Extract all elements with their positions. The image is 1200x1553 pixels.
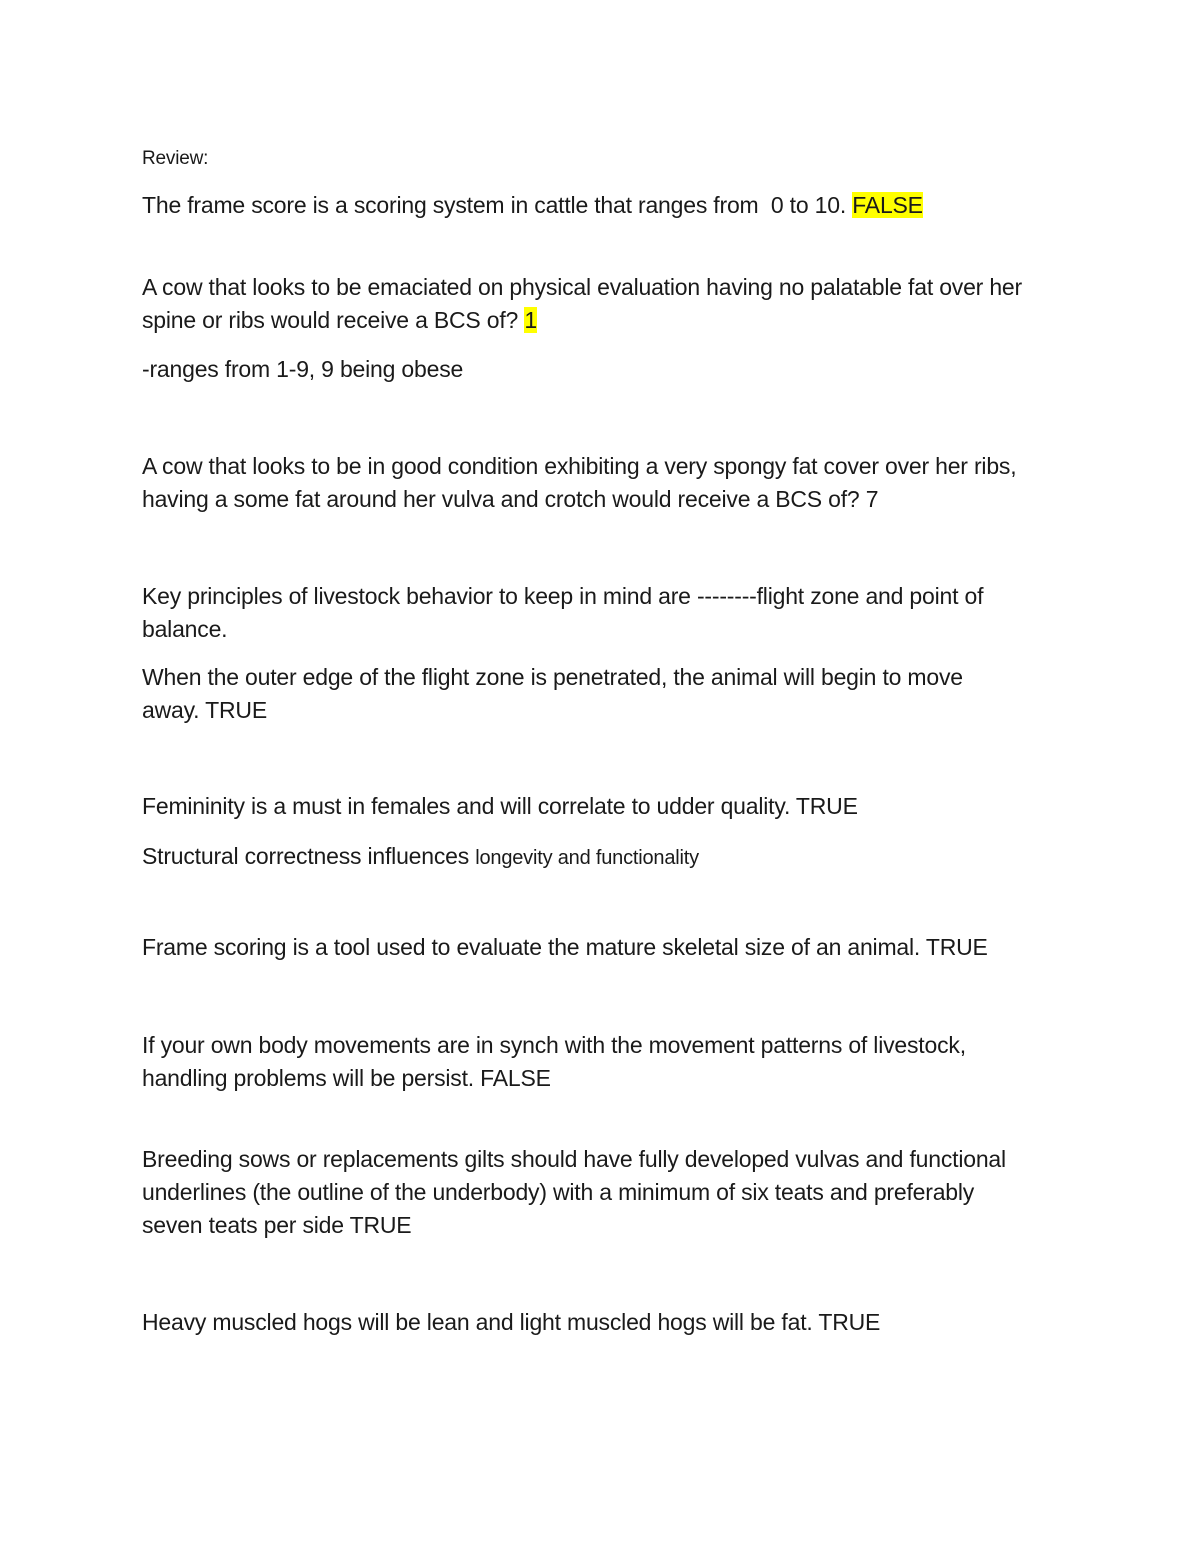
question-flight-zone-line-2: away. TRUE bbox=[142, 697, 267, 723]
question-text: Structural correctness influences bbox=[142, 843, 476, 869]
question-breeding-sows-line-1: Breeding sows or replacements gilts should have fully developed vulvas and functional bbox=[142, 1146, 1006, 1172]
question-behavior-line-1: Key principles of livestock behavior to keep in mind are --------flight zone and point of bbox=[142, 583, 984, 609]
question-body-movements-line-2: handling problems will be persist. FALSE bbox=[142, 1065, 551, 1091]
highlighted-answer: 1 bbox=[524, 307, 537, 333]
question-text: spine or ribs would receive a BCS of? bbox=[142, 307, 525, 333]
question-good-condition-line-1: A cow that looks to be in good condition exhibiting a very spongy fat cover over her ribs, bbox=[142, 453, 1017, 479]
question-emaciated-line-1: A cow that looks to be emaciated on physical evaluation having no palatable fat over her bbox=[142, 274, 1022, 300]
question-emaciated-line-2 bbox=[142, 304, 1082, 336]
bcs-range-note: -ranges from 1-9, 9 being obese bbox=[142, 356, 464, 382]
question-frame-score-range bbox=[142, 189, 1082, 221]
review-heading: Review: bbox=[142, 148, 209, 169]
question-frame-scoring-tool: Frame scoring is a tool used to evaluate the mature skeletal size of an animal. TRUE bbox=[142, 934, 988, 960]
question-breeding-sows-line-2: underlines (the outline of the underbody) with a minimum of six teats and preferably bbox=[142, 1179, 975, 1205]
question-good-condition-line-2: having a some fat around her vulva and crotch would receive a BCS of? 7 bbox=[142, 486, 879, 512]
question-text: The frame score is a scoring system in cattle that ranges from 0 to 10. bbox=[142, 192, 853, 218]
highlighted-answer: FALSE bbox=[852, 192, 923, 218]
question-body-movements-line-1: If your own body movements are in synch with the movement patterns of livestock, bbox=[142, 1032, 966, 1058]
question-femininity: Femininity is a must in females and will correlate to udder quality. TRUE bbox=[142, 793, 858, 819]
question-breeding-sows-line-3: seven teats per side TRUE bbox=[142, 1212, 412, 1238]
question-structural-correctness bbox=[142, 840, 1082, 874]
question-heavy-muscled-hogs: Heavy muscled hogs will be lean and light muscled hogs will be fat. TRUE bbox=[142, 1309, 881, 1335]
question-flight-zone-line-1: When the outer edge of the flight zone is penetrated, the animal will begin to move bbox=[142, 664, 963, 690]
question-behavior-line-2: balance. bbox=[142, 616, 228, 642]
answer-text: longevity and functionality bbox=[475, 847, 699, 869]
